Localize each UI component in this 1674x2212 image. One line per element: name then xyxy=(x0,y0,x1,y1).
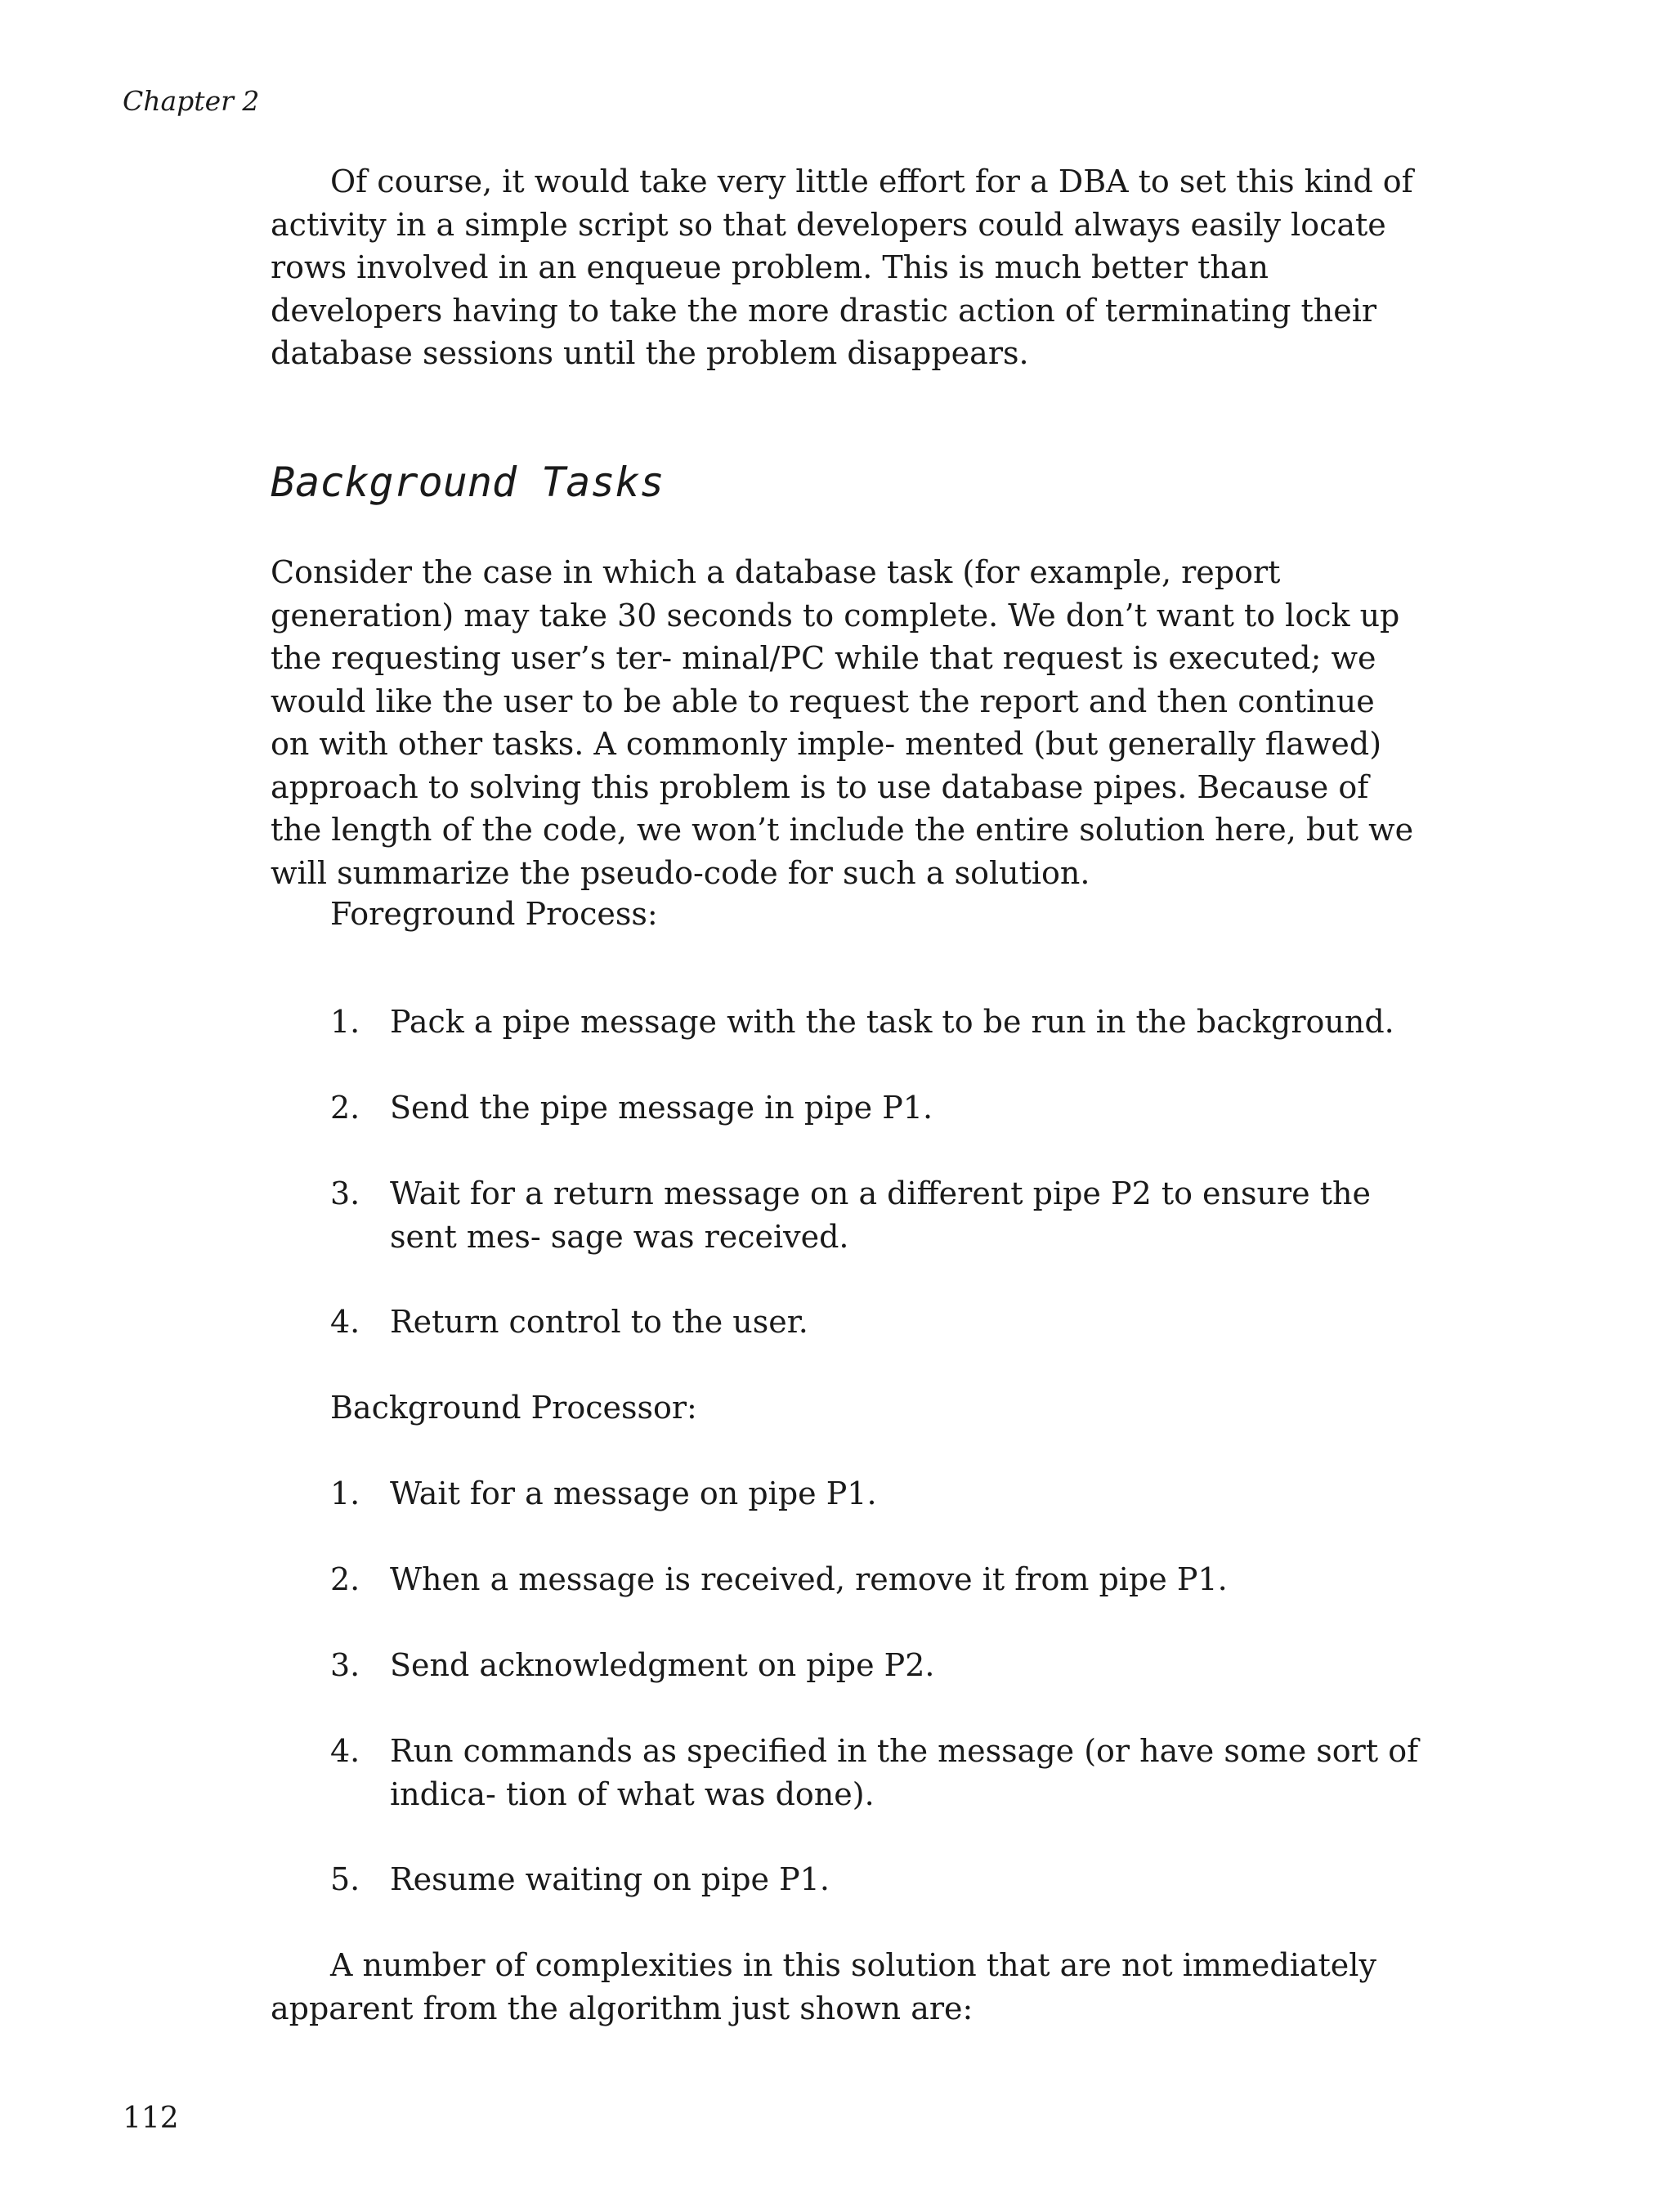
background-item-5 xyxy=(330,1858,1426,1901)
section-paragraph: Consider the case in which a database task (for example, report generation) may take 30 seconds to complete. We don’t want to lock up the requesting user’s ter- minal/PC while that request is executed; we would like the user to be able to request the report and then continue on with other tasks. A commonly imple- mented (but generally flawed) approach to solving this problem is to use database pipes. Because of the length of the code, we won’t include the entire solution here, but we will summarize the pseudo-code for such a solution. xyxy=(271,554,1414,891)
list-item-text: Send acknowledgment on pipe P2. xyxy=(390,1647,935,1683)
list-item-text: Pack a pipe message with the task to be run in the background. xyxy=(390,1004,1394,1040)
section-heading: Background Tasks xyxy=(271,459,665,506)
list-item-number: 3. xyxy=(330,1647,360,1683)
closing-paragraph: A number of complexities in this solution that are not immediately apparent from the algorithm just shown are: xyxy=(271,1947,1376,2026)
list-item-text: When a message is received, remove it from pipe P1. xyxy=(390,1561,1228,1597)
list-item-text: Wait for a message on pipe P1. xyxy=(390,1475,877,1511)
list-item-number: 4. xyxy=(330,1733,360,1769)
list-item-text: Run commands as specified in the message (or have some sort of indica- tion of what was done). xyxy=(390,1733,1419,1812)
foreground-item-1 xyxy=(330,1001,1426,1044)
list-item-number: 4. xyxy=(330,1304,360,1340)
list-item-text: Send the pipe message in pipe P1. xyxy=(390,1090,933,1126)
list-item-text: Wait for a return message on a different pipe P2 to ensure the sent mes- sage was received. xyxy=(390,1175,1371,1255)
background-item-3 xyxy=(330,1644,1426,1687)
list-item-number: 3. xyxy=(330,1175,360,1211)
list-item-number: 5. xyxy=(330,1861,360,1897)
page-number: 112 xyxy=(123,2102,179,2135)
background-label: Background Processor: xyxy=(330,1390,697,1426)
background-item-1 xyxy=(330,1472,1426,1516)
list-item-number: 2. xyxy=(330,1561,360,1597)
list-item-number: 2. xyxy=(330,1090,360,1126)
intro-paragraph: Of course, it would take very little effort for a DBA to set this kind of activity in a simple script so that developers could always easily locate rows involved in an enqueue problem. This is much better than developers having to take the more drastic action of terminating their database sessions until the problem disappears. xyxy=(271,163,1413,371)
list-item-number: 1. xyxy=(330,1004,360,1040)
foreground-item-3 xyxy=(330,1172,1426,1258)
background-item-4 xyxy=(330,1730,1426,1816)
foreground-item-4 xyxy=(330,1301,1426,1344)
list-item-text: Return control to the user. xyxy=(390,1304,808,1340)
background-item-2 xyxy=(330,1558,1426,1601)
foreground-item-2 xyxy=(330,1086,1426,1130)
list-item-text: Resume waiting on pipe P1. xyxy=(390,1861,830,1897)
list-item-number: 1. xyxy=(330,1475,360,1511)
foreground-label: Foreground Process: xyxy=(330,896,658,932)
running-head: Chapter 2 xyxy=(123,85,260,117)
